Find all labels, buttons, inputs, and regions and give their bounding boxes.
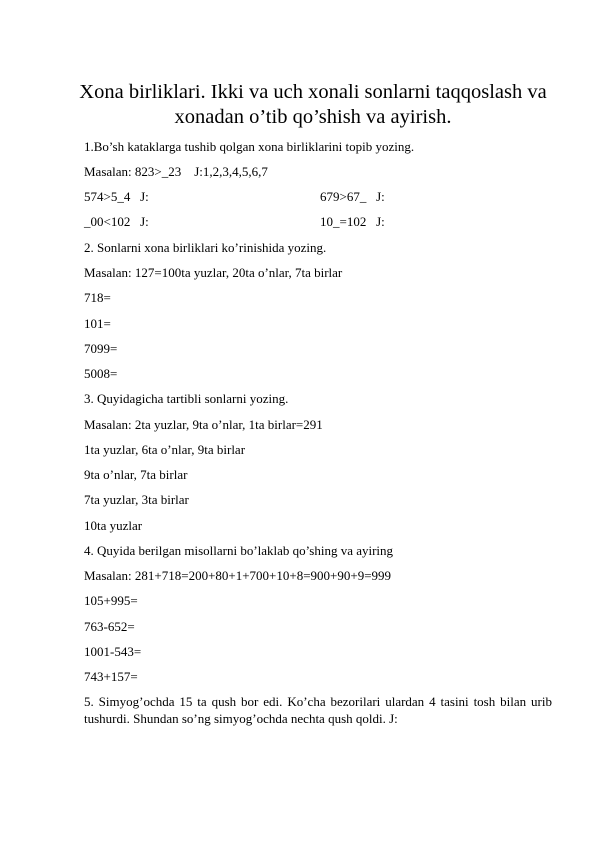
task4-item: 1001-543= — [84, 644, 142, 659]
task3-item: 10ta yuzlar — [84, 518, 143, 533]
task2-example: Masalan: 127=100ta yuzlar, 20ta o’nlar, 7ta birlar — [84, 265, 343, 280]
task4-item: 763-652= — [84, 619, 135, 634]
task3-example: Masalan: 2ta yuzlar, 9ta o’nlar, 1ta birlar=291 — [84, 417, 323, 432]
task2-heading: 2. Sonlarni xona birliklari ko’rinishida yozing. — [84, 240, 327, 255]
task4-example: Masalan: 281+718=200+80+1+700+10+8=900+90+9=999 — [84, 568, 392, 583]
task3-heading: 3. Quyidagicha tartibli sonlarni yozing. — [84, 391, 289, 406]
task1-heading: 1.Bo’sh kataklarga tushib qolgan xona birliklarini topib yozing. — [84, 139, 415, 154]
task2-item: 101= — [84, 316, 111, 331]
task1-row2-left: _00<102 J: — [84, 214, 149, 229]
task2-item: 5008= — [84, 366, 118, 381]
task4-heading: 4. Quyida berilgan misollarni bo’laklab qo’shing va ayiring — [84, 543, 394, 558]
task4-item: 105+995= — [84, 593, 138, 608]
task2-item: 718= — [84, 290, 111, 305]
task1-row1-left: 574>5_4 J: — [84, 189, 149, 204]
task1-example: Masalan: 823>_23 J:1,2,3,4,5,6,7 — [84, 164, 268, 179]
task3-item: 7ta yuzlar, 3ta birlar — [84, 492, 189, 507]
task1-row1-right: 679>67_ J: — [320, 189, 385, 204]
task2-item: 7099= — [84, 341, 118, 356]
task3-item: 1ta yuzlar, 6ta o’nlar, 9ta birlar — [84, 442, 246, 457]
page-title: Xona birliklari. Ikki va uch xonali sonlarni taqqoslash va xonadan o’tib qo’shish va ayirish. — [79, 81, 547, 128]
task4-item: 743+157= — [84, 669, 138, 684]
task3-item: 9ta o’nlar, 7ta birlar — [84, 467, 188, 482]
task1-row2-right: 10_=102 J: — [320, 214, 385, 229]
task5-text: 5. Simyog’ochda 15 ta qush bor edi. Ko’cha bezorilari ulardan 4 tasini tosh bilan urib tushurdi. Shundan so’ng simyog’ochda nechta qush qoldi. J: — [84, 694, 552, 726]
